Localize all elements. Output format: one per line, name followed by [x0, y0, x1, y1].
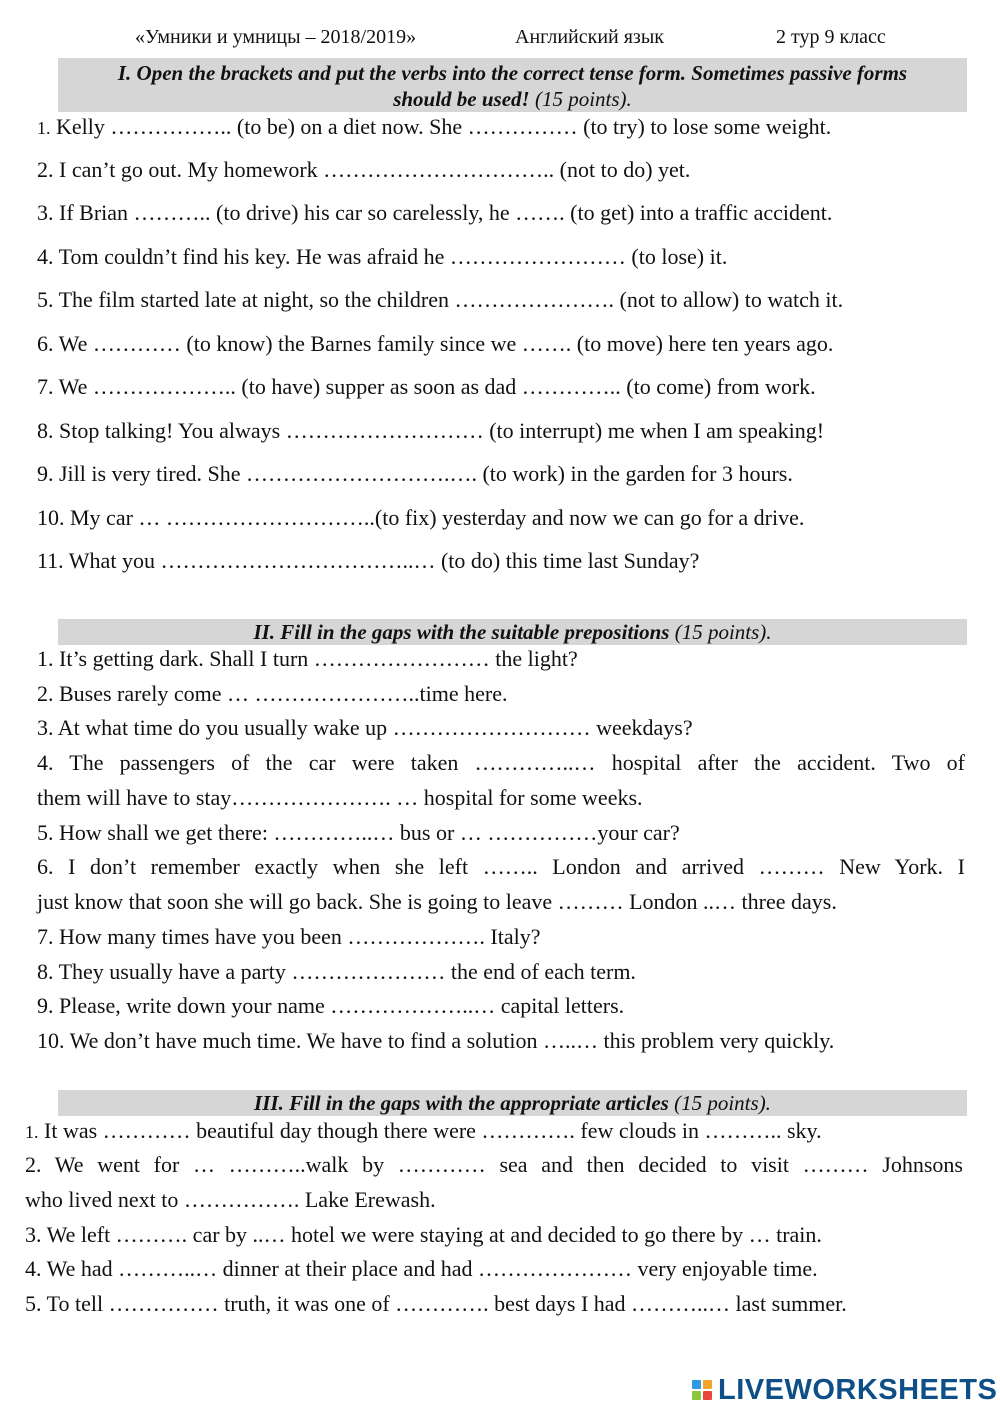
- s2-line: 3. At what time do you usually wake up ……………………… weekdays?: [37, 715, 693, 740]
- s3-line: 4. We had ………..… dinner at their place and had ………………… very enjoyable time.: [25, 1256, 818, 1281]
- s1-item-number: 5.: [37, 287, 54, 312]
- s1-item-number: 7.: [37, 374, 54, 399]
- s2-line: 10. We don’t have much time. We have to find a solution …..… this problem very quickly.: [37, 1028, 835, 1053]
- section1-title: [58, 60, 967, 112]
- s1-item-text: Jill is very tired. She ……………………….…. (to work) in the garden for 3 hours.: [59, 461, 793, 486]
- section1-title-line1: I. Open the brackets and put the verbs into the correct tense form. Sometimes passive forms: [117, 61, 908, 85]
- logo-tile: [703, 1391, 712, 1400]
- s2-line: 1. It’s getting dark. Shall I turn …………………… the light?: [37, 646, 578, 671]
- s1-item-number: 11.: [37, 548, 64, 573]
- s2-line: 6. I don’t remember exactly when she left …….. London and arrived ……… New York. I: [37, 854, 965, 879]
- s1-item-number: 3.: [37, 200, 54, 225]
- s3-item-text: It was ………… beautiful day though there were …………. few clouds in ……….. sky.: [44, 1118, 822, 1143]
- s1-item-number: 6.: [37, 331, 54, 356]
- s2-line: 2. Buses rarely come … …………………..time here.: [37, 681, 508, 706]
- s1-item-5: [37, 287, 843, 313]
- s3-line: 5. To tell …………… truth, it was one of …………. best days I had ………..… last summer.: [25, 1291, 847, 1316]
- s1-item-text: Tom couldn’t find his key. He was afraid he …………………… (to lose) it.: [58, 244, 728, 269]
- s1-item-number: 1.: [37, 118, 51, 138]
- logo-tile: [692, 1391, 701, 1400]
- s2-line: them will have to stay…………………. … hospital for some weeks.: [37, 785, 643, 810]
- s1-item-1: [37, 114, 831, 140]
- liveworksheets-mark-icon: [692, 1380, 712, 1400]
- section3-points: (15 points).: [674, 1091, 771, 1115]
- s1-item-text: The film started late at night, so the children …………………. (not to allow) to watch it.: [58, 287, 844, 312]
- section1-title-line2: should be used!: [393, 87, 530, 111]
- s1-item-2: [37, 157, 690, 183]
- s2-line: 8. They usually have a party ………………… the end of each term.: [37, 959, 636, 984]
- header-round: 2 тур 9 класс: [776, 26, 886, 48]
- s1-item-text: My car … ………………………..(to fix) yesterday and now we can go for a drive.: [70, 505, 805, 530]
- s3-line: who lived next to ……………. Lake Erewash.: [25, 1187, 436, 1212]
- logo-tile: [692, 1380, 701, 1389]
- s1-item-6: [37, 331, 833, 357]
- header-contest: «Умники и умницы – 2018/2019»: [135, 26, 417, 48]
- s1-item-text: What you ……………………………..… (to do) this time last Sunday?: [68, 548, 700, 573]
- logo-tile: [703, 1380, 712, 1389]
- s3-line: 3. We left ………. car by ..… hotel we were staying at and decided to go there by … train.: [25, 1222, 822, 1247]
- s1-item-11: [37, 548, 699, 574]
- s2-line: 4. The passengers of the car were taken …………..… hospital after the accident. Two of: [37, 750, 965, 775]
- s1-item-text: We ………… (to know) the Barnes family since we ……. (to move) here ten years ago.: [58, 331, 834, 356]
- section2-title: [58, 619, 967, 645]
- s1-item-number: 8.: [37, 418, 54, 443]
- s1-item-number: 2.: [37, 157, 54, 182]
- liveworksheets-logo-text: LIVEWORKSHEETS: [718, 1373, 998, 1406]
- s1-item-text: I can’t go out. My homework ………………………….. (not to do) yet.: [59, 157, 691, 182]
- s1-item-text: Kelly …………….. (to be) on a diet now. She …………… (to try) to lose some weight.: [56, 114, 832, 139]
- s1-item-10: [37, 505, 804, 531]
- s3-item-number: 1.: [25, 1122, 39, 1142]
- header-subject: Английский язык: [515, 26, 664, 48]
- s3-line: [25, 1118, 822, 1144]
- liveworksheets-logo: [692, 1374, 997, 1406]
- section1-points: (15 points).: [534, 87, 632, 111]
- s1-item-number: 10.: [37, 505, 65, 530]
- s1-item-text: Stop talking! You always ……………………… (to interrupt) me when I am speaking!: [59, 418, 825, 443]
- s2-line: just know that soon she will go back. She is going to leave ……… London ..… three days.: [37, 889, 837, 914]
- s1-item-4: [37, 244, 727, 270]
- section2-title-text: II. Fill in the gaps with the suitable prepositions: [253, 620, 670, 644]
- s2-line: 9. Please, write down your name ………………..… capital letters.: [37, 993, 625, 1018]
- s1-item-number: 9.: [37, 461, 54, 486]
- s2-line: 7. How many times have you been ………………. Italy?: [37, 924, 541, 949]
- s1-item-9: [37, 461, 793, 487]
- s1-item-7: [37, 374, 816, 400]
- s2-line: 5. How shall we get there: …………..… bus or … ……………your car?: [37, 820, 680, 845]
- s3-line: 2. We went for … ………..walk by ………… sea and then decided to visit ……… Johnsons: [25, 1152, 963, 1177]
- section2-points: (15 points).: [674, 620, 772, 644]
- s1-item-text: We ……………….. (to have) supper as soon as dad ………….. (to come) from work.: [58, 374, 816, 399]
- section3-title: [58, 1090, 967, 1116]
- page-header: [0, 26, 1000, 52]
- s1-item-3: [37, 200, 832, 226]
- s1-item-number: 4.: [37, 244, 54, 269]
- section3-title-text: III. Fill in the gaps with the appropriate articles: [254, 1091, 669, 1115]
- s1-item-8: [37, 418, 824, 444]
- s1-item-text: If Brian ……….. (to drive) his car so carelessly, he ……. (to get) into a traffic accident.: [59, 200, 833, 225]
